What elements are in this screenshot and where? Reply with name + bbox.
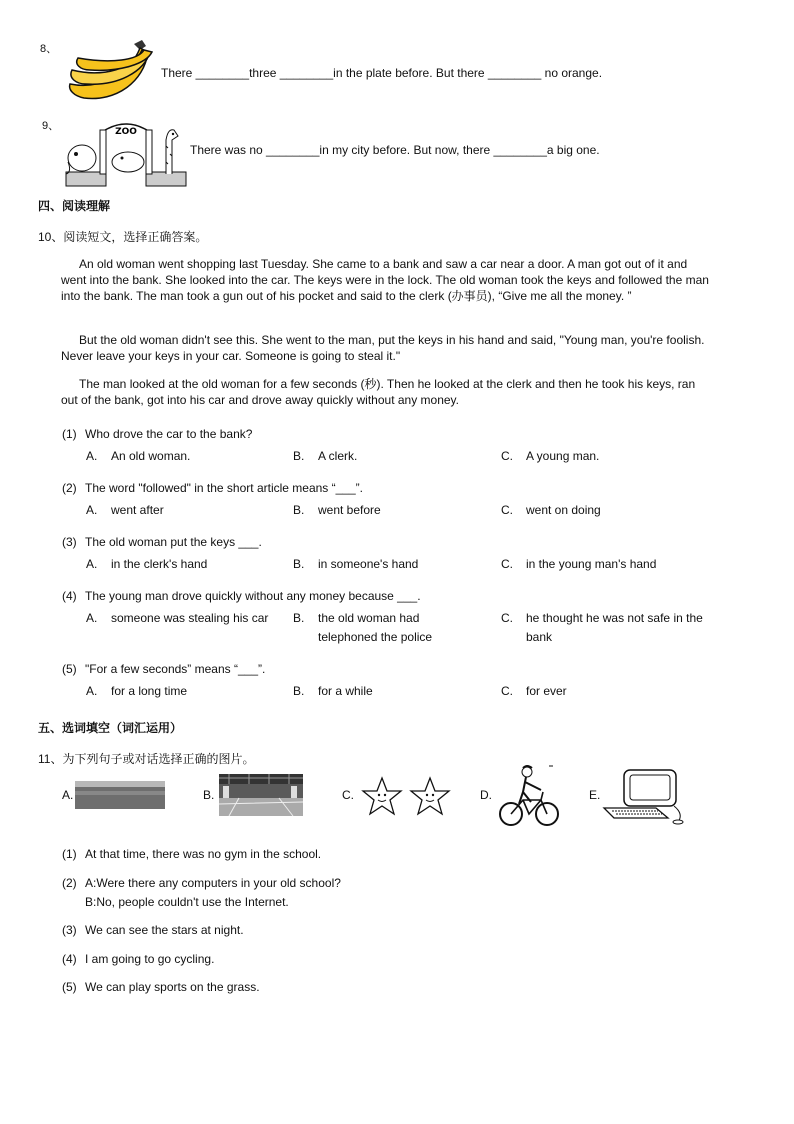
question-number-8: 8、 [40,43,58,55]
question-9-text: There was no ________in my city before. But now, there ________a big one. [190,143,600,157]
passage-paragraph-2: But the old woman didn't see this. She went to the man, put the keys in his hand and said, "Young man, you're foolish. Never leave your keys in your car. Someone is going to steal it." [61,333,705,363]
passage-paragraph-1: An old woman went shopping last Tuesday. She came to a bank and saw a car near a door. A man got out of it and went into the bank. She looked into the car. The keys were in the lock. The old woman took the keys and followed the man into the bank. The man took a gun out of his pocket and said to the clerk (办事员), “Give me all the money. ” [61,257,709,303]
section-4-heading: 四、阅读理解 [38,199,111,213]
question-number-9: 9、 [42,120,60,132]
banana-image [64,38,160,108]
zoo-image [62,116,190,188]
grass-field-image[interactable] [75,781,165,809]
picture-label-d: D. [480,788,492,802]
picture-label-c: C. [342,788,354,802]
section-5-heading: 五、选词填空（词汇运用） [38,721,183,735]
passage-paragraph-3: The man looked at the old woman for a few seconds (秒). Then he looked at the clerk and then he took his keys, ran out of the bank, got into his car and drove away quickly without any money. [61,377,696,407]
question-10-intro: 10、阅读短文，选择正确答案。 [38,230,208,244]
stars-image[interactable] [360,776,454,816]
picture-label-a: A. [62,788,74,802]
picture-label-e: E. [589,788,601,802]
cyclist-image[interactable] [497,764,561,828]
question-8-text: There ________three ________in the plate before. But there ________ no orange. [161,66,603,80]
zoo-sign-text: ZOO [115,127,137,137]
question-11-intro: 11、为下列句子或对话选择正确的图片。 [38,752,255,766]
picture-label-b: B. [203,788,215,802]
computer-image[interactable] [602,768,686,824]
gym-image[interactable] [219,774,303,816]
